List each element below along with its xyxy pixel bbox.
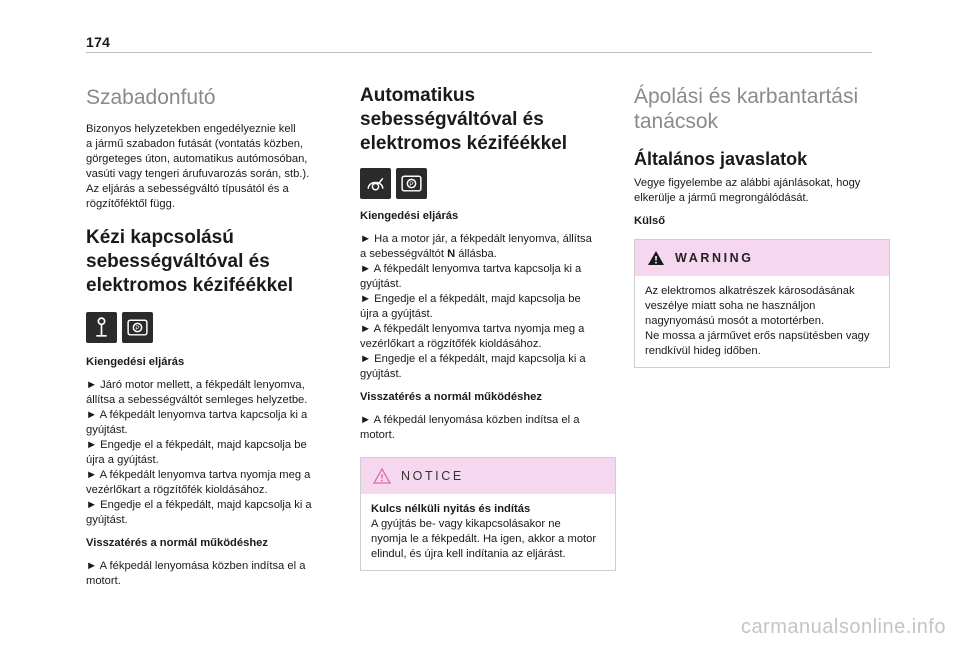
parking-brake-icon <box>396 168 427 199</box>
return-normal-step: ► A fékpedál lenyomása közben indítsa el a motort. <box>86 560 306 587</box>
top-rule <box>86 52 872 53</box>
notice-header <box>361 458 615 494</box>
release-procedure-title: Kiengedési eljárás <box>86 356 185 368</box>
release-steps-part1: ► Ha a motor jár, a fékpedált lenyomva, állítsa a sebességváltót <box>360 233 592 260</box>
freewheel-intro: Bizonyos helyzetekben engedélyeznie kell a jármű szabadon futását (vontatás közben, görgeteges úton, automatikus autómosóban, vasúti vagy tengeri árufuvarozás során, stb.). Az eljárás a sebességváltó típusától és a rögzítőféktől függ. <box>86 123 310 210</box>
general-advice-heading: Általános javaslatok <box>634 149 808 169</box>
warning-text: Az elektromos alkatrészek károsodásának veszélye miatt soha ne használjon nagynyomású mosót a motortérben. Ne mossa a járművet erős napsütésben vagy rendkívül hideg időben. <box>645 285 870 357</box>
automatic-icons <box>360 168 616 199</box>
keyless-title: Kulcs nélküli nyitás és indítás <box>371 503 531 515</box>
return-normal-title: Visszatérés a normál működéshez <box>360 391 542 403</box>
freewheel-heading: Szabadonfutó <box>86 86 216 109</box>
warning-triangle-icon <box>647 250 665 266</box>
notice-triangle-icon <box>373 468 391 484</box>
automatic-gearbox-heading: Automatikus sebességváltóval és elektromos kéziféékkel <box>360 85 568 154</box>
warning-header <box>635 240 889 276</box>
release-steps <box>360 232 616 382</box>
exterior-label: Külső <box>634 215 666 227</box>
warning-body <box>635 276 889 367</box>
release-procedure-title: Kiengedési eljárás <box>360 210 459 222</box>
care-heading: Ápolási és karbantartási tanácsok <box>634 85 859 133</box>
svg-text:P: P <box>135 324 140 332</box>
column-freewheel <box>86 84 330 589</box>
manual-icons <box>86 312 330 343</box>
auto-gear-icon <box>360 168 391 199</box>
notice-box <box>360 457 616 571</box>
page-number: 174 <box>86 34 111 50</box>
column-care <box>634 84 890 368</box>
notice-text: A gyújtás be- vagy kikapcsolásakor ne nyomja le a fékpedált. Ha igen, akkor a motor elindul, és újra kell indítania az eljárást. <box>371 518 597 560</box>
warning-title: WARNING <box>675 251 754 265</box>
return-normal-step: ► A fékpedál lenyomása közben indítsa el a motort. <box>360 414 580 441</box>
notice-body <box>361 494 615 570</box>
watermark: carmanualsonline.info <box>740 616 946 638</box>
care-intro: Vegye figyelembe az alábbi ajánlásokat, hogy elkerülje a jármű megrongálódását. <box>634 177 861 204</box>
release-steps: ► Járó motor mellett, a fékpedált lenyomva, állítsa a sebességváltót semleges helyzetbe. ► A fékpedált lenyomva tartva kapcsolja ki a gyújtást. ► Engedje el a fékpedált, majd kapcsolja be újra a gyújtást. ► A fékpedált lenyomva tartva nyomja meg a vezérlőkart a rögzítőfék kioldásához. ► Engedje el a fékpedált, majd kapcsolja ki a gyújtást. <box>86 379 312 526</box>
warning-box <box>634 239 890 368</box>
column-automatic <box>360 84 616 571</box>
release-steps-part2: állásba. ► A fékpedált lenyomva tartva kapcsolja ki a gyújtást. ► Engedje el a fékpedált, majd kapcsolja be újra a gyújtást. ► A fékpedált lenyomva tartva nyomja meg a vezérlőkart a rögzítőfék kioldásához. ► Engedje el a fékpedált, majd kapcsolja ki a gyújtást. <box>360 248 586 380</box>
neutral-position-label: N <box>447 248 456 260</box>
gear-shift-icon <box>86 312 117 343</box>
svg-text:P: P <box>409 180 414 188</box>
return-normal-title: Visszatérés a normál működéshez <box>86 537 268 549</box>
notice-title: NOTICE <box>401 469 464 483</box>
parking-brake-icon <box>122 312 153 343</box>
manual-gearbox-heading: Kézi kapcsolású sebességváltóval és elektromos kéziféékkel <box>86 227 294 296</box>
